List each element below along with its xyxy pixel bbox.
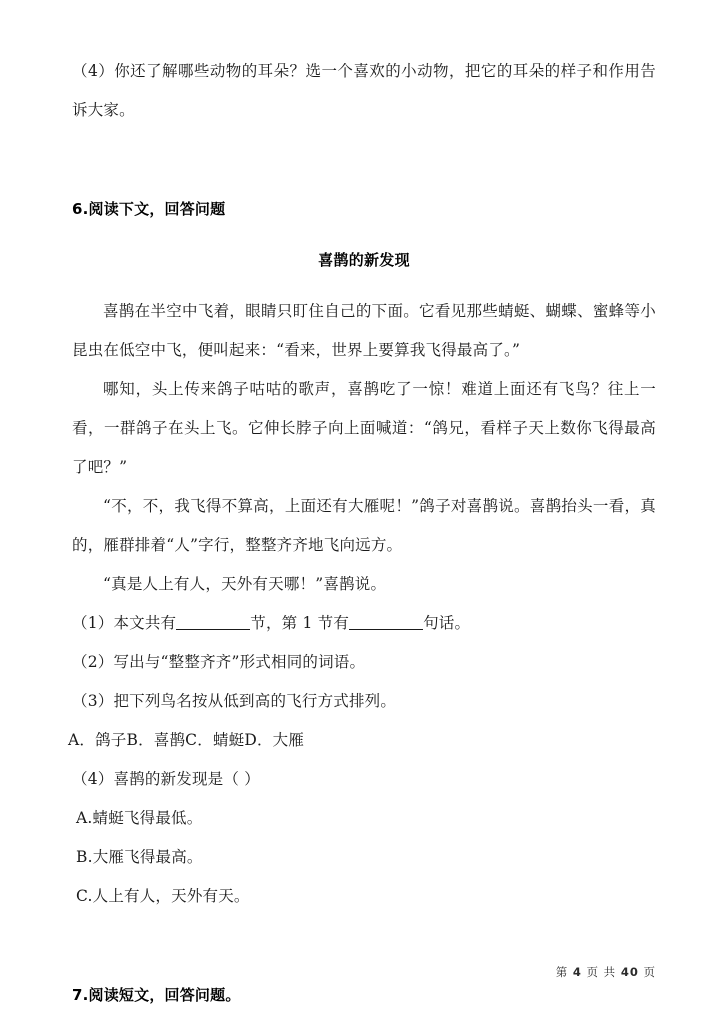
question-4-choice-c[interactable]: C.人上有人，天外有天。 [76, 887, 250, 905]
page-content [68, 0, 656, 1015]
spacer-before-passage [72, 280, 656, 292]
question-4-choice-b[interactable]: B.大雁飞得最高。 [76, 848, 203, 866]
spacer-before-exercise-6 [72, 130, 656, 190]
footer-suffix: 页 [643, 965, 656, 979]
footer-current-page: 4 [572, 965, 582, 979]
passage-title: 喜鹊的新发现 [318, 251, 410, 269]
question-2: （2）写出与“整整齐齐”形式相同的词语。 [72, 653, 366, 671]
passage-paragraph-2: 哪知，头上传来鸽子咕咕的歌声，喜鹊吃了一惊！难道上面还有飞鸟？往上一看，一群鸽子在头上飞。它伸长脖子向上面喊道：“鸽兄，看样子天上数你飞得最高了吧？” [72, 380, 656, 476]
question-1 [72, 604, 656, 643]
page-footer [556, 964, 656, 980]
passage-paragraph-3: “不，不，我飞得不算高，上面还有大雁呢！”鸽子对喜鹊说。喜鹊抬头一看，真的，雁群排着“人”字行，整整齐齐地飞向远方。 [72, 497, 656, 554]
question-1-prefix: （1）本文共有 [72, 614, 177, 632]
question-3-options: A．鸽子B．喜鹊C．蜻蜓D．大雁 [68, 731, 305, 749]
question-4-stem: （4）喜鹊的新发现是（ ） [72, 770, 260, 788]
top-spacer [72, 0, 656, 52]
passage-paragraph-4: “真是人上有人，天外有天哪！”喜鹊说。 [103, 575, 387, 593]
question-3: （3）把下列鸟名按从低到高的飞行方式排列。 [72, 692, 397, 710]
passage-paragraph-1: 喜鹊在半空中飞着，眼睛只盯住自己的下面。它看见那些蜻蜓、蝴蝶、蜜蜂等小昆虫在低空中飞，便叫起来：“看来，世界上要算我飞得最高了。” [72, 302, 656, 359]
exercise-7-heading: 7.阅读短文，回答问题。 [72, 986, 241, 1004]
footer-prefix: 第 [555, 965, 569, 979]
exercise-6-heading: 6.阅读下文，回答问题 [72, 200, 226, 218]
top-question-paragraph: （4）你还了解哪些动物的耳朵？选一个喜欢的小动物，把它的耳朵的样子和作用告诉大家。 [72, 62, 656, 119]
footer-total-pages: 40 [620, 965, 639, 979]
question-1-middle: 节，第 1 节有 [250, 614, 350, 632]
footer-middle: 页 共 [586, 965, 617, 979]
question-1-blank-1[interactable] [176, 614, 250, 630]
question-4-choice-a[interactable]: A.蜻蜓飞得最低。 [76, 809, 203, 827]
spacer-before-title [72, 229, 656, 241]
question-1-suffix: 句话。 [423, 614, 471, 632]
question-1-blank-2[interactable] [349, 614, 423, 630]
